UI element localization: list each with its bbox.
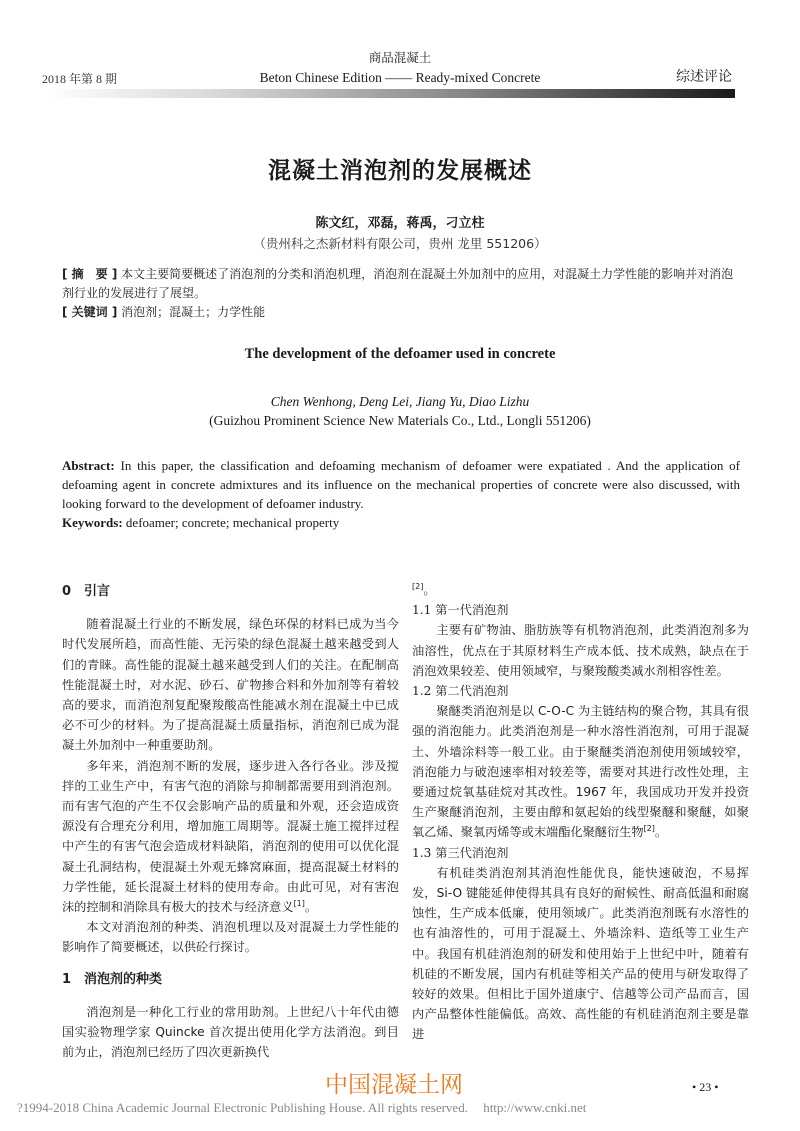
site-watermark: 中国混凝土网 xyxy=(325,1072,463,1098)
subsection-heading-first-gen: 1.1 第一代消泡剂 xyxy=(412,603,509,618)
paragraph-end: 。 xyxy=(654,825,668,840)
article-title-en: The development of the defoamer used in concrete xyxy=(244,346,556,362)
article-title-cn: 混凝土消泡剂的发展概述 xyxy=(268,158,532,184)
header-gradient-bar xyxy=(45,89,735,98)
copyright-footer xyxy=(17,1100,586,1116)
subsection-heading-second-gen: 1.2 第二代消泡剂 xyxy=(412,684,509,699)
paragraph xyxy=(62,1002,399,1063)
keywords-cn xyxy=(62,303,742,322)
citation-ref[interactable]: [1] xyxy=(293,898,305,908)
journal-edition: Beton Chinese Edition —— Ready-mixed Concrete xyxy=(259,70,541,85)
issue-label: 2018 年第 8 期 xyxy=(42,72,118,86)
paragraph-text: 多年来，消泡剂不断的发展，逐步进入各行各业。涉及搅拌的工业生产中，有害气泡的消除与抑制都需要用到消泡剂。而有害气泡的产生不仅会影响产品的质量和外观，还会造成资源没有合理充分利用，增加施工周期等。混凝土施工搅拌过程中产生的有害气泡会造成材料缺陷，消泡剂的使用可以优化混凝土孔洞结构，使混凝土外观无蜂窝麻面，提高混凝土材料的力学性能，延长混凝土材料的使用寿命。由此可见，对有害泡沫的控制和消除具有极大的技术与经济意义 xyxy=(62,758,399,915)
paragraph xyxy=(62,756,399,918)
section-label: 综述评论 xyxy=(676,69,732,85)
subsection-heading-third-gen: 1.3 第三代消泡剂 xyxy=(412,845,509,860)
citation-ref[interactable]: [2] xyxy=(412,581,424,591)
authors-cn: 陈文红，邓磊，蒋禹，刁立柱 xyxy=(315,216,485,231)
paragraph: 主要有矿物油、脂肪族等有机物消泡剂，此类消泡剂多为油溶性，优点在于其原材料生产成本低、技术成熟，缺点在于消泡效果较差、使用领域窄，与聚羧酸类减水剂相容性差。 xyxy=(412,623,749,678)
paragraph-continuation xyxy=(412,580,749,600)
paragraph-end: 。 xyxy=(423,583,436,597)
keywords-en-label: Keywords: xyxy=(62,515,123,530)
keywords-cn-text: 消泡剂；混凝土；力学性能 xyxy=(121,305,266,319)
paragraph: 有机硅类消泡剂其消泡性能优良，能快速破泡，不易挥发，Si-O 键能延伸使得其具有良好的耐候性、耐高低温和耐腐蚀性，生产成本低廉，使用领域广。此类消泡剂既有水溶性的也有油溶性的，可用于混凝土、外墙涂料、造纸等工业生产中。我国有机硅消泡剂的研发和使用始于上世纪中叶，随着有机硅的不断发展，国内有机硅等相关产品的使用与研发取得了较好的效果。但相比于国外道康宁、信越等公司产品而言，国内产品整体性能偏低。高效、高性能的有机硅消泡剂主要是靠进 xyxy=(412,865,749,1042)
paragraph: 随着混凝土行业的不断发展，绿色环保的材料已成为当今时代发展所趋，而高性能、无污染的绿色混凝土越来越受到人们的青睐。高性能的混凝土越来越受到人们的关注。在配制高性能混凝土时，对水泥、砂石、矿物掺合料和外加剂等有着较高的要求，而消泡剂复配聚羧酸高性能减水剂在混凝土中已成必不可少的材料。为了提高混凝土质量指标，消泡剂已成为混凝土外加剂中一种重要助剂。 xyxy=(62,617,399,753)
abstract-en xyxy=(62,456,740,513)
abstract-en-label: Abstract: xyxy=(62,458,115,473)
abstract-en-block xyxy=(62,456,740,532)
affiliation-cn: （贵州科之杰新材料有限公司，贵州 龙里 551206） xyxy=(253,236,547,251)
paragraph-text: 消泡剂是一种化工行业的常用助剂。上世纪八十年代由德国实验物理学家 Quincke 首次提出使用化学方法消泡。到目前为止，消泡剂已经历了四次更新换代 xyxy=(62,1004,399,1060)
affiliation-en: (Guizhou Prominent Science New Materials Co., Ltd., Longli 551206) xyxy=(209,413,591,428)
keywords-en xyxy=(62,513,740,532)
authors-en: Chen Wenhong, Deng Lei, Jiang Yu, Diao Lizhu xyxy=(270,394,530,409)
body-column-right xyxy=(412,580,749,1045)
section-heading-types: 1 消泡剂的种类 xyxy=(62,971,163,987)
paragraph-text: 聚醚类消泡剂是以 C-O-C 为主链结构的聚合物，其具有很强的消泡能力。此类消泡剂是一种水溶性消泡剂，可用于混凝土、外墙涂料等一般工业。由于聚醚类消泡剂使用领域较窄，消泡能力与破泡速率相对较差等，需要对其进行改性处理，主要通过烷氧基硅烷对其改性。1967 年，我国成功开发并投资生产聚醚消泡剂，主要由醇和氨起始的线型聚醚和聚醚，如聚氧乙烯、聚氧丙烯等或末端酯化聚醚衍生物 xyxy=(412,704,749,840)
cnki-link[interactable]: http://www.cnki.net xyxy=(483,1100,587,1115)
page-number: • 23 • xyxy=(692,1080,719,1094)
body-column-left xyxy=(62,582,399,1062)
copyright-text: ?1994-2018 China Academic Journal Electronic Publishing House. All rights reserved. xyxy=(17,1100,468,1115)
abstract-cn-block xyxy=(62,265,742,322)
section-heading-introduction: 0 引言 xyxy=(62,584,111,599)
abstract-cn xyxy=(62,265,742,303)
keywords-cn-label: [ 关键词 ] xyxy=(62,305,118,319)
keywords-en-text: defoamer; concrete; mechanical property xyxy=(125,515,340,530)
paragraph: 本文对消泡剂的种类、消泡机理以及对混凝土力学性能的影响作了简要概述，以供砼行探讨。 xyxy=(62,920,399,955)
abstract-cn-label: [ 摘 要 ] xyxy=(62,267,118,281)
abstract-en-text: In this paper, the classification and defoaming mechanism of defoamer were expatiated . And the application of defoaming agent in concrete admixtures and its influence on the mechanical properties of concrete were also discussed, with looking forward to the development of defoamer industry. xyxy=(62,458,741,511)
citation-ref[interactable]: [2] xyxy=(643,824,655,834)
paragraph xyxy=(412,701,749,842)
paragraph-end: 。 xyxy=(304,900,318,915)
journal-name: 商品混凝土 xyxy=(368,50,432,65)
abstract-cn-text: 本文主要简要概述了消泡剂的分类和消泡机理，消泡剂在混凝土外加剂中的应用，对混凝土力学性能的影响并对消泡剂行业的发展进行了展望。 xyxy=(62,267,734,300)
